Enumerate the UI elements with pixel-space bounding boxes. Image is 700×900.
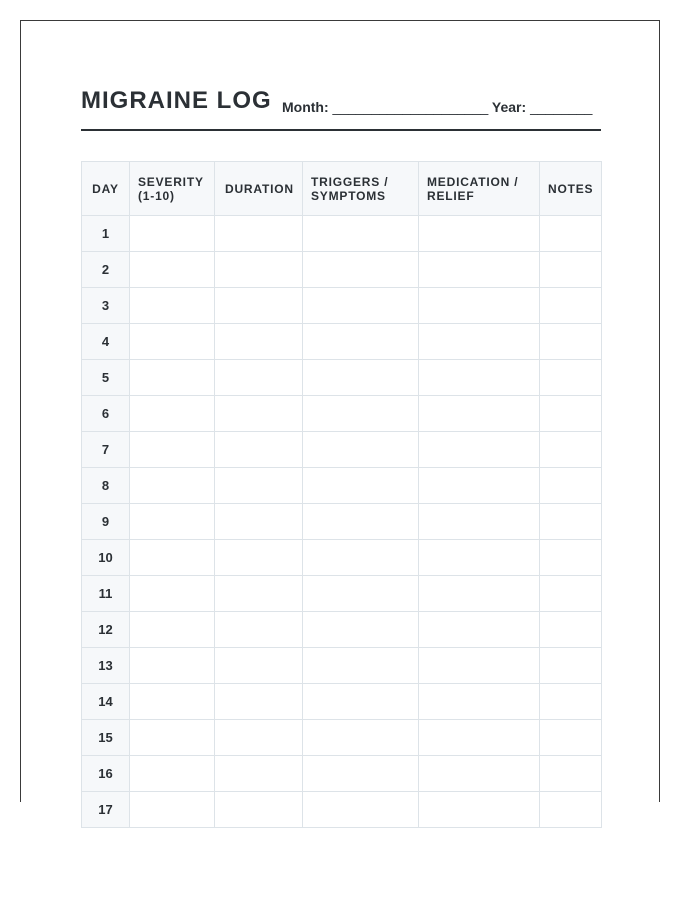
month-year-fields (282, 99, 592, 115)
duration-cell[interactable] (215, 360, 303, 396)
triggers-symptoms-cell[interactable] (303, 540, 419, 576)
table-row (82, 432, 602, 468)
medication-relief-cell[interactable] (419, 720, 540, 756)
log-page (20, 20, 660, 817)
triggers-symptoms-cell[interactable] (303, 792, 419, 828)
severity-cell[interactable] (130, 540, 215, 576)
duration-cell[interactable] (215, 540, 303, 576)
severity-cell[interactable] (130, 684, 215, 720)
day-number: 3 (82, 288, 130, 324)
day-number: 8 (82, 468, 130, 504)
notes-cell[interactable] (540, 540, 602, 576)
year-blank-line: ________ (530, 99, 593, 115)
page-title: MIGRAINE LOG (81, 87, 272, 114)
year-label: Year: (491, 99, 527, 115)
medication-relief-cell[interactable] (419, 648, 540, 684)
duration-cell[interactable] (215, 216, 303, 252)
table-row (82, 468, 602, 504)
severity-cell[interactable] (130, 288, 215, 324)
medication-relief-cell[interactable] (419, 504, 540, 540)
day-number: 12 (82, 612, 130, 648)
column-header-medication-relief: MEDICATION / RELIEF (419, 162, 540, 216)
table-row (82, 648, 602, 684)
column-header-day: DAY (82, 162, 130, 216)
day-number: 5 (82, 360, 130, 396)
triggers-symptoms-cell[interactable] (303, 324, 419, 360)
severity-cell[interactable] (130, 792, 215, 828)
column-header-notes: NOTES (540, 162, 602, 216)
duration-cell[interactable] (215, 432, 303, 468)
migraine-log-table (81, 161, 602, 828)
duration-cell[interactable] (215, 396, 303, 432)
medication-relief-cell[interactable] (419, 432, 540, 468)
duration-cell[interactable] (215, 324, 303, 360)
table-row (82, 540, 602, 576)
day-number: 6 (82, 396, 130, 432)
duration-cell[interactable] (215, 504, 303, 540)
medication-relief-cell[interactable] (419, 540, 540, 576)
notes-cell[interactable] (540, 288, 602, 324)
day-number: 10 (82, 540, 130, 576)
triggers-symptoms-cell[interactable] (303, 396, 419, 432)
medication-relief-cell[interactable] (419, 360, 540, 396)
month-label: Month: (282, 99, 329, 115)
triggers-symptoms-cell[interactable] (303, 432, 419, 468)
duration-cell[interactable] (215, 648, 303, 684)
day-number: 9 (82, 504, 130, 540)
column-header-triggers-symptoms: TRIGGERS / SYMPTOMS (303, 162, 419, 216)
medication-relief-cell[interactable] (419, 324, 540, 360)
medication-relief-cell[interactable] (419, 216, 540, 252)
table-row (82, 252, 602, 288)
table-header-row (82, 162, 602, 216)
table-row (82, 216, 602, 252)
notes-cell[interactable] (540, 504, 602, 540)
notes-cell[interactable] (540, 468, 602, 504)
severity-cell[interactable] (130, 432, 215, 468)
severity-cell[interactable] (130, 576, 215, 612)
triggers-symptoms-cell[interactable] (303, 576, 419, 612)
notes-cell[interactable] (540, 252, 602, 288)
log-header (81, 87, 601, 131)
triggers-symptoms-cell[interactable] (303, 648, 419, 684)
medication-relief-cell[interactable] (419, 684, 540, 720)
notes-cell[interactable] (540, 216, 602, 252)
day-number: 7 (82, 432, 130, 468)
notes-cell[interactable] (540, 684, 602, 720)
medication-relief-cell[interactable] (419, 576, 540, 612)
day-number: 1 (82, 216, 130, 252)
table-row (82, 612, 602, 648)
duration-cell[interactable] (215, 720, 303, 756)
day-number: 16 (82, 756, 130, 792)
severity-cell[interactable] (130, 360, 215, 396)
severity-cell[interactable] (130, 720, 215, 756)
severity-cell[interactable] (130, 396, 215, 432)
day-number: 4 (82, 324, 130, 360)
severity-cell[interactable] (130, 756, 215, 792)
day-number: 14 (82, 684, 130, 720)
notes-cell[interactable] (540, 432, 602, 468)
duration-cell[interactable] (215, 576, 303, 612)
notes-cell[interactable] (540, 612, 602, 648)
severity-cell[interactable] (130, 648, 215, 684)
notes-cell[interactable] (540, 756, 602, 792)
duration-cell[interactable] (215, 792, 303, 828)
notes-cell[interactable] (540, 648, 602, 684)
medication-relief-cell[interactable] (419, 396, 540, 432)
severity-cell[interactable] (130, 612, 215, 648)
triggers-symptoms-cell[interactable] (303, 612, 419, 648)
table-row (82, 288, 602, 324)
day-number: 13 (82, 648, 130, 684)
severity-cell[interactable] (130, 504, 215, 540)
severity-cell[interactable] (130, 468, 215, 504)
notes-cell[interactable] (540, 720, 602, 756)
triggers-symptoms-cell[interactable] (303, 360, 419, 396)
table-row (82, 684, 602, 720)
duration-cell[interactable] (215, 756, 303, 792)
medication-relief-cell[interactable] (419, 756, 540, 792)
month-blank-line: ____________________ (332, 99, 489, 115)
table-row (82, 360, 602, 396)
table-row (82, 792, 602, 828)
duration-cell[interactable] (215, 252, 303, 288)
triggers-symptoms-cell[interactable] (303, 216, 419, 252)
medication-relief-cell[interactable] (419, 792, 540, 828)
day-number: 11 (82, 576, 130, 612)
day-number: 2 (82, 252, 130, 288)
triggers-symptoms-cell[interactable] (303, 756, 419, 792)
column-header-severity: SEVERITY (1-10) (130, 162, 215, 216)
table-row (82, 720, 602, 756)
table-row (82, 504, 602, 540)
medication-relief-cell[interactable] (419, 612, 540, 648)
duration-cell[interactable] (215, 468, 303, 504)
medication-relief-cell[interactable] (419, 252, 540, 288)
severity-cell[interactable] (130, 216, 215, 252)
column-header-duration: DURATION (215, 162, 303, 216)
triggers-symptoms-cell[interactable] (303, 504, 419, 540)
table-row (82, 576, 602, 612)
duration-cell[interactable] (215, 288, 303, 324)
triggers-symptoms-cell[interactable] (303, 288, 419, 324)
duration-cell[interactable] (215, 612, 303, 648)
notes-cell[interactable] (540, 576, 602, 612)
medication-relief-cell[interactable] (419, 288, 540, 324)
table-row (82, 324, 602, 360)
notes-cell[interactable] (540, 396, 602, 432)
table-row (82, 756, 602, 792)
triggers-symptoms-cell[interactable] (303, 720, 419, 756)
duration-cell[interactable] (215, 684, 303, 720)
triggers-symptoms-cell[interactable] (303, 468, 419, 504)
table-row (82, 396, 602, 432)
triggers-symptoms-cell[interactable] (303, 684, 419, 720)
notes-cell[interactable] (540, 324, 602, 360)
notes-cell[interactable] (540, 792, 602, 828)
triggers-symptoms-cell[interactable] (303, 252, 419, 288)
day-number: 17 (82, 792, 130, 828)
day-number: 15 (82, 720, 130, 756)
severity-cell[interactable] (130, 324, 215, 360)
severity-cell[interactable] (130, 252, 215, 288)
notes-cell[interactable] (540, 360, 602, 396)
medication-relief-cell[interactable] (419, 468, 540, 504)
